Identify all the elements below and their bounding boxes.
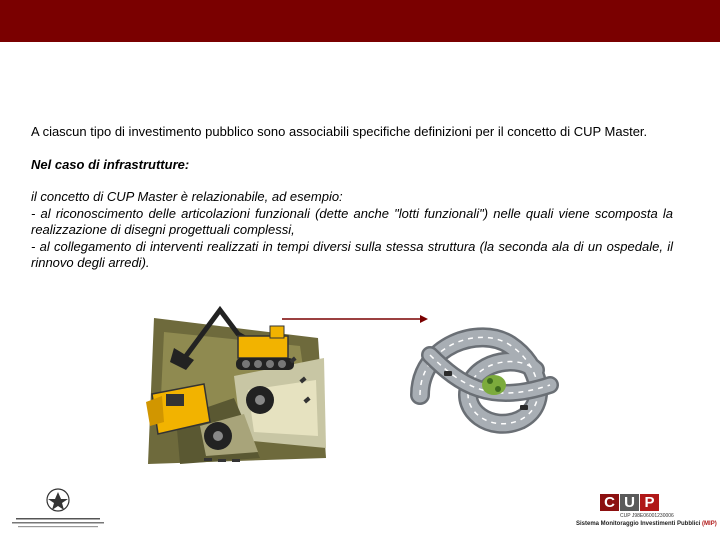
section-heading: Nel caso di infrastrutture: <box>31 156 190 172</box>
cup-code: CUP J98E06001230006 <box>620 513 674 519</box>
body-text <box>31 124 673 272</box>
footer-caption <box>576 521 716 527</box>
government-emblem-logo <box>8 486 108 534</box>
text-line-3: - al collegamento di interventi realizzati in tempi diversi sulla stessa struttura (la seconda ala di un ospedale, il rinnovo degli arredi). <box>31 238 673 270</box>
footer-caption-tag: (MIP) <box>702 521 717 527</box>
intro-paragraph: A ciascun tipo di investimento pubblico sono associabili specifiche definizioni per il concetto di CUP Master. <box>31 124 648 139</box>
footer-caption-main: Sistema Monitoraggio Investimenti Pubblici <box>576 521 701 527</box>
road-interchange-clipart <box>400 315 560 435</box>
header-band <box>0 0 720 42</box>
text-line-2: - al riconoscimento delle articolazioni funzionali (dette anche "lotti funzionali") nelle quali viene scomposta la realizzazione di disegni progettuali complessi, <box>31 205 673 237</box>
cup-letter-u: U <box>620 494 639 511</box>
text-line-1: il concetto di CUP Master è relazionabile, ad esempio: <box>31 189 343 204</box>
cup-letter-p: P <box>640 494 659 511</box>
cup-letter-c: C <box>600 494 619 511</box>
